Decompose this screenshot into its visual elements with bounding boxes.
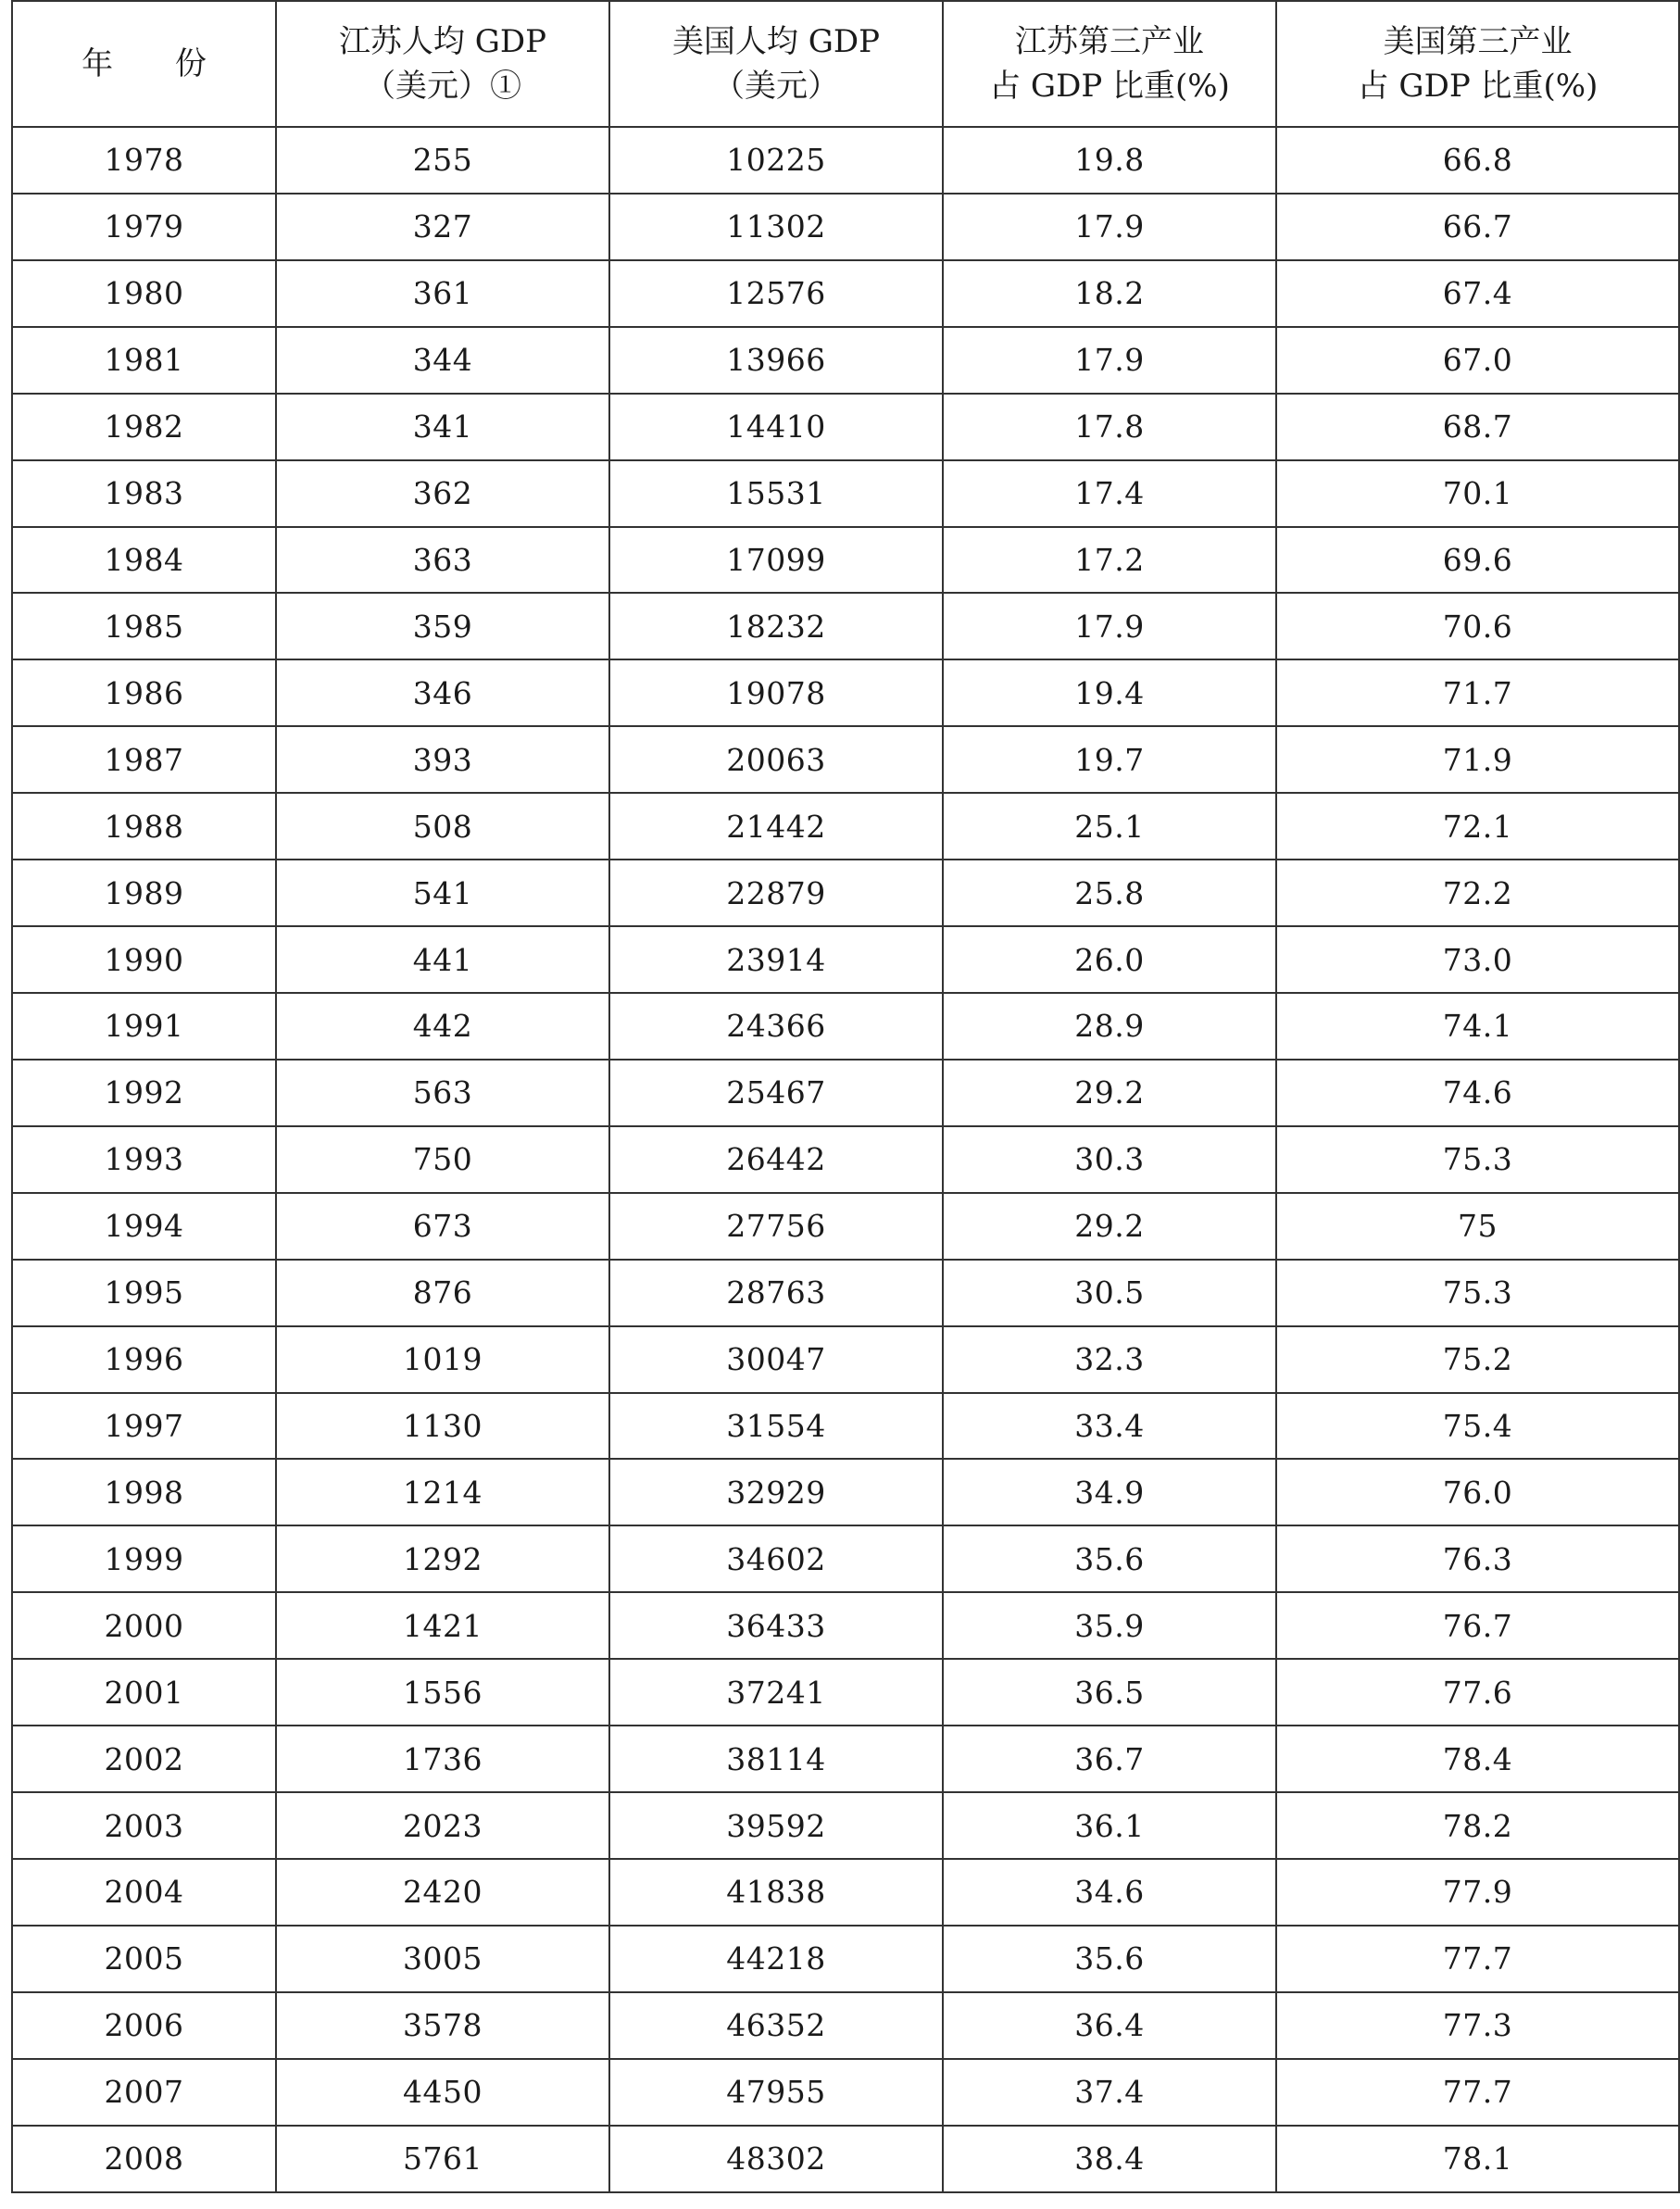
cell-jiangsu-gdp: 673	[276, 1193, 609, 1260]
cell-jiangsu-tertiary: 25.1	[943, 793, 1276, 860]
cell-year: 1998	[12, 1459, 276, 1525]
cell-us-gdp: 13966	[609, 327, 943, 394]
table-body	[12, 127, 1679, 2192]
cell-jiangsu-tertiary: 36.1	[943, 1792, 1276, 1859]
cell-jiangsu-tertiary: 34.9	[943, 1459, 1276, 1525]
cell-us-gdp: 31554	[609, 1393, 943, 1460]
cell-year: 2002	[12, 1726, 276, 1792]
cell-year: 1993	[12, 1126, 276, 1193]
table-row	[12, 1659, 1679, 1726]
cell-us-tertiary: 75.3	[1276, 1260, 1679, 1326]
cell-jiangsu-tertiary: 36.5	[943, 1659, 1276, 1726]
cell-jiangsu-gdp: 393	[276, 726, 609, 793]
cell-jiangsu-gdp: 1292	[276, 1525, 609, 1592]
table-row	[12, 593, 1679, 659]
cell-jiangsu-tertiary: 32.3	[943, 1326, 1276, 1393]
cell-us-gdp: 17099	[609, 527, 943, 594]
cell-us-gdp: 38114	[609, 1726, 943, 1792]
cell-us-tertiary: 78.4	[1276, 1726, 1679, 1792]
cell-jiangsu-tertiary: 35.9	[943, 1592, 1276, 1659]
cell-us-gdp: 48302	[609, 2126, 943, 2192]
cell-year: 1986	[12, 659, 276, 726]
cell-us-gdp: 37241	[609, 1659, 943, 1726]
cell-jiangsu-tertiary: 33.4	[943, 1393, 1276, 1460]
table-row	[12, 1926, 1679, 1992]
gdp-comparison-table	[11, 0, 1680, 2193]
cell-jiangsu-gdp: 346	[276, 659, 609, 726]
table-row	[12, 260, 1679, 327]
table-row	[12, 460, 1679, 527]
table-row	[12, 1592, 1679, 1659]
table-row	[12, 860, 1679, 926]
cell-us-gdp: 47955	[609, 2059, 943, 2126]
cell-year: 1985	[12, 593, 276, 659]
cell-us-gdp: 20063	[609, 726, 943, 793]
cell-us-tertiary: 69.6	[1276, 527, 1679, 594]
cell-jiangsu-tertiary: 28.9	[943, 993, 1276, 1060]
table-row	[12, 2059, 1679, 2126]
header-jiangsu-gdp-per-capita: 江苏人均 GDP （美元）①	[276, 1, 609, 127]
cell-us-tertiary: 74.6	[1276, 1060, 1679, 1126]
cell-jiangsu-gdp: 327	[276, 194, 609, 260]
cell-us-tertiary: 75.4	[1276, 1393, 1679, 1460]
cell-jiangsu-gdp: 361	[276, 260, 609, 327]
cell-us-tertiary: 66.7	[1276, 194, 1679, 260]
cell-jiangsu-gdp: 4450	[276, 2059, 609, 2126]
cell-year: 1979	[12, 194, 276, 260]
cell-jiangsu-gdp: 508	[276, 793, 609, 860]
cell-us-gdp: 10225	[609, 127, 943, 194]
cell-us-gdp: 25467	[609, 1060, 943, 1126]
cell-year: 1999	[12, 1525, 276, 1592]
cell-jiangsu-gdp: 3005	[276, 1926, 609, 1992]
header-us-gdp-per-capita: 美国人均 GDP （美元）	[609, 1, 943, 127]
cell-us-gdp: 23914	[609, 926, 943, 993]
cell-jiangsu-tertiary: 17.2	[943, 527, 1276, 594]
cell-us-tertiary: 77.9	[1276, 1859, 1679, 1926]
cell-jiangsu-gdp: 750	[276, 1126, 609, 1193]
cell-us-gdp: 11302	[609, 194, 943, 260]
cell-us-gdp: 30047	[609, 1326, 943, 1393]
cell-us-tertiary: 70.6	[1276, 593, 1679, 659]
cell-us-gdp: 19078	[609, 659, 943, 726]
cell-year: 1989	[12, 860, 276, 926]
cell-us-tertiary: 68.7	[1276, 394, 1679, 460]
table-row	[12, 2126, 1679, 2192]
cell-year: 1981	[12, 327, 276, 394]
cell-us-gdp: 24366	[609, 993, 943, 1060]
cell-jiangsu-tertiary: 19.7	[943, 726, 1276, 793]
cell-us-tertiary: 72.2	[1276, 860, 1679, 926]
cell-year: 2000	[12, 1592, 276, 1659]
cell-us-tertiary: 70.1	[1276, 460, 1679, 527]
cell-us-tertiary: 74.1	[1276, 993, 1679, 1060]
cell-jiangsu-tertiary: 30.5	[943, 1260, 1276, 1326]
cell-jiangsu-tertiary: 25.8	[943, 860, 1276, 926]
cell-us-tertiary: 76.7	[1276, 1592, 1679, 1659]
cell-jiangsu-tertiary: 35.6	[943, 1926, 1276, 1992]
cell-us-gdp: 39592	[609, 1792, 943, 1859]
table-row	[12, 1792, 1679, 1859]
table-row	[12, 127, 1679, 194]
table-header	[12, 1, 1679, 127]
table-row	[12, 659, 1679, 726]
cell-jiangsu-gdp: 2023	[276, 1792, 609, 1859]
cell-jiangsu-gdp: 1019	[276, 1326, 609, 1393]
cell-jiangsu-gdp: 441	[276, 926, 609, 993]
header-row	[12, 1, 1679, 127]
cell-us-gdp: 36433	[609, 1592, 943, 1659]
cell-jiangsu-gdp: 541	[276, 860, 609, 926]
cell-jiangsu-tertiary: 35.6	[943, 1525, 1276, 1592]
cell-jiangsu-gdp: 1421	[276, 1592, 609, 1659]
table-row	[12, 1992, 1679, 2059]
cell-us-tertiary: 67.0	[1276, 327, 1679, 394]
cell-us-gdp: 27756	[609, 1193, 943, 1260]
cell-year: 1992	[12, 1060, 276, 1126]
table-row	[12, 926, 1679, 993]
cell-us-tertiary: 66.8	[1276, 127, 1679, 194]
cell-year: 1990	[12, 926, 276, 993]
cell-jiangsu-tertiary: 38.4	[943, 2126, 1276, 2192]
cell-jiangsu-tertiary: 19.8	[943, 127, 1276, 194]
cell-year: 1982	[12, 394, 276, 460]
cell-us-gdp: 22879	[609, 860, 943, 926]
cell-jiangsu-tertiary: 29.2	[943, 1193, 1276, 1260]
cell-jiangsu-gdp: 255	[276, 127, 609, 194]
cell-us-tertiary: 71.7	[1276, 659, 1679, 726]
cell-jiangsu-gdp: 1556	[276, 1659, 609, 1726]
cell-us-gdp: 44218	[609, 1926, 943, 1992]
table-row	[12, 194, 1679, 260]
header-us-tertiary-share: 美国第三产业 占 GDP 比重(%)	[1276, 1, 1679, 127]
cell-jiangsu-tertiary: 36.7	[943, 1726, 1276, 1792]
cell-jiangsu-tertiary: 17.8	[943, 394, 1276, 460]
table-row	[12, 1459, 1679, 1525]
cell-year: 1978	[12, 127, 276, 194]
cell-us-gdp: 15531	[609, 460, 943, 527]
cell-year: 2005	[12, 1926, 276, 1992]
cell-us-gdp: 34602	[609, 1525, 943, 1592]
cell-us-tertiary: 75	[1276, 1193, 1679, 1260]
table-row	[12, 1326, 1679, 1393]
table-row	[12, 793, 1679, 860]
cell-us-tertiary: 77.6	[1276, 1659, 1679, 1726]
cell-us-tertiary: 76.0	[1276, 1459, 1679, 1525]
cell-jiangsu-gdp: 2420	[276, 1859, 609, 1926]
cell-year: 2004	[12, 1859, 276, 1926]
cell-jiangsu-gdp: 359	[276, 593, 609, 659]
header-year: 年 份	[12, 1, 276, 127]
cell-jiangsu-gdp: 876	[276, 1260, 609, 1326]
cell-jiangsu-tertiary: 17.9	[943, 593, 1276, 659]
cell-year: 1995	[12, 1260, 276, 1326]
cell-us-gdp: 18232	[609, 593, 943, 659]
cell-jiangsu-tertiary: 19.4	[943, 659, 1276, 726]
table-row	[12, 1060, 1679, 1126]
cell-year: 1994	[12, 1193, 276, 1260]
cell-us-tertiary: 77.7	[1276, 2059, 1679, 2126]
table-row	[12, 1525, 1679, 1592]
cell-year: 1991	[12, 993, 276, 1060]
cell-us-gdp: 46352	[609, 1992, 943, 2059]
cell-year: 2006	[12, 1992, 276, 2059]
cell-jiangsu-tertiary: 29.2	[943, 1060, 1276, 1126]
cell-jiangsu-tertiary: 30.3	[943, 1126, 1276, 1193]
cell-us-tertiary: 75.3	[1276, 1126, 1679, 1193]
table-row	[12, 1126, 1679, 1193]
table-row	[12, 993, 1679, 1060]
cell-year: 2003	[12, 1792, 276, 1859]
table-row	[12, 394, 1679, 460]
cell-jiangsu-tertiary: 17.9	[943, 327, 1276, 394]
cell-year: 2008	[12, 2126, 276, 2192]
cell-year: 1987	[12, 726, 276, 793]
table-row	[12, 1859, 1679, 1926]
cell-year: 1996	[12, 1326, 276, 1393]
cell-jiangsu-tertiary: 36.4	[943, 1992, 1276, 2059]
table-row	[12, 1260, 1679, 1326]
data-table-container	[11, 0, 1678, 2193]
cell-jiangsu-gdp: 1130	[276, 1393, 609, 1460]
cell-us-gdp: 21442	[609, 793, 943, 860]
cell-jiangsu-gdp: 341	[276, 394, 609, 460]
cell-jiangsu-gdp: 563	[276, 1060, 609, 1126]
header-jiangsu-tertiary-share: 江苏第三产业 占 GDP 比重(%)	[943, 1, 1276, 127]
cell-jiangsu-gdp: 344	[276, 327, 609, 394]
cell-us-tertiary: 71.9	[1276, 726, 1679, 793]
cell-us-gdp: 12576	[609, 260, 943, 327]
cell-us-gdp: 14410	[609, 394, 943, 460]
cell-jiangsu-gdp: 442	[276, 993, 609, 1060]
cell-year: 1983	[12, 460, 276, 527]
cell-us-tertiary: 77.7	[1276, 1926, 1679, 1992]
cell-year: 1988	[12, 793, 276, 860]
cell-jiangsu-tertiary: 26.0	[943, 926, 1276, 993]
cell-year: 1980	[12, 260, 276, 327]
cell-us-tertiary: 77.3	[1276, 1992, 1679, 2059]
table-row	[12, 527, 1679, 594]
cell-jiangsu-gdp: 3578	[276, 1992, 609, 2059]
cell-jiangsu-gdp: 1736	[276, 1726, 609, 1792]
cell-jiangsu-tertiary: 17.9	[943, 194, 1276, 260]
cell-year: 1984	[12, 527, 276, 594]
cell-jiangsu-tertiary: 34.6	[943, 1859, 1276, 1926]
table-row	[12, 327, 1679, 394]
cell-jiangsu-gdp: 363	[276, 527, 609, 594]
table-row	[12, 1726, 1679, 1792]
cell-us-tertiary: 67.4	[1276, 260, 1679, 327]
cell-jiangsu-gdp: 5761	[276, 2126, 609, 2192]
cell-us-tertiary: 72.1	[1276, 793, 1679, 860]
cell-us-gdp: 28763	[609, 1260, 943, 1326]
cell-year: 2001	[12, 1659, 276, 1726]
cell-us-tertiary: 78.2	[1276, 1792, 1679, 1859]
cell-us-gdp: 41838	[609, 1859, 943, 1926]
table-row	[12, 1193, 1679, 1260]
cell-us-tertiary: 75.2	[1276, 1326, 1679, 1393]
cell-us-tertiary: 76.3	[1276, 1525, 1679, 1592]
cell-jiangsu-gdp: 362	[276, 460, 609, 527]
cell-year: 2007	[12, 2059, 276, 2126]
cell-jiangsu-gdp: 1214	[276, 1459, 609, 1525]
cell-jiangsu-tertiary: 37.4	[943, 2059, 1276, 2126]
cell-us-gdp: 32929	[609, 1459, 943, 1525]
cell-us-tertiary: 73.0	[1276, 926, 1679, 993]
cell-us-gdp: 26442	[609, 1126, 943, 1193]
table-row	[12, 726, 1679, 793]
cell-jiangsu-tertiary: 17.4	[943, 460, 1276, 527]
cell-jiangsu-tertiary: 18.2	[943, 260, 1276, 327]
cell-us-tertiary: 78.1	[1276, 2126, 1679, 2192]
table-row	[12, 1393, 1679, 1460]
cell-year: 1997	[12, 1393, 276, 1460]
